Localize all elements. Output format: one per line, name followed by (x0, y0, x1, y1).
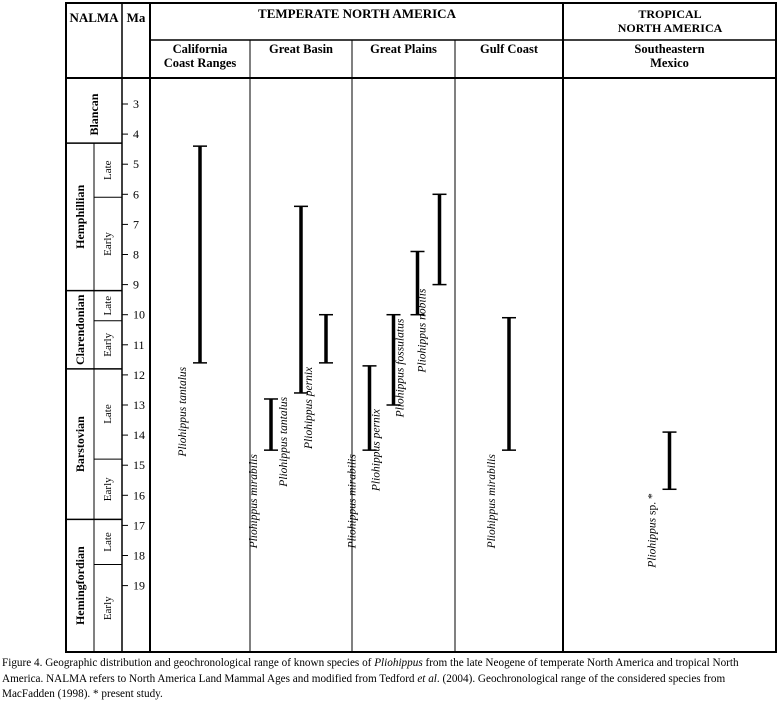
tick-label-3: 3 (133, 97, 139, 111)
nalma-hemphillian: Hemphillian (73, 184, 87, 249)
nalma-sub-late: Late (102, 160, 114, 180)
caption-mid1: from the late Neogene of temperate North America and tropical North America. NALMA refers to North America Land Mammal Ages and modified from Tedford (2, 657, 739, 685)
nalma-sub-early: Early (102, 477, 114, 502)
table-header (69, 6, 722, 35)
tick-label-6: 6 (133, 187, 139, 202)
tick-label-11: 11 (133, 337, 145, 352)
range-label: Pliohippus mirabilis (248, 454, 260, 549)
range-label: Pliohippus sp. * (646, 493, 659, 568)
tick-label-5: 5 (133, 157, 139, 172)
nalma-clarendonian: Clarendonian (73, 294, 87, 365)
range-tantalus-0 (177, 146, 207, 458)
caption-mid2: . (2004). Geochronological range of the considered species from MacFadden (1998). * present study. (2, 672, 726, 700)
range-label: Pliohippus fossulatus (394, 318, 407, 418)
nalma-sub-late: Late (102, 295, 114, 316)
figure-caption (2, 656, 777, 703)
nalma-sub-late: Late (102, 404, 114, 424)
region-header-0-line1: Coast Ranges (163, 56, 237, 70)
tick-label-8: 8 (133, 247, 139, 262)
tick-label-13: 13 (133, 398, 145, 412)
nalma-column (66, 93, 122, 652)
tropical-header-line1: TROPICAL (638, 7, 702, 21)
range-nobilis-2 (417, 194, 447, 373)
region-header-2-line0: Great Plains (370, 42, 437, 56)
tropical-header-line2: NORTH AMERICA (617, 21, 723, 35)
caption-prefix: Figure 4. Geographic distribution and geochronological range of known species of (2, 657, 375, 669)
tick-label-18: 18 (133, 548, 145, 563)
range-label: Pliohippus mirabilis (486, 454, 498, 549)
nalma-hemingfordian: Hemingfordian (73, 546, 87, 626)
region-header-0-line0: California (172, 42, 228, 56)
range-label: Pliohippus tantalus (177, 366, 189, 457)
region-header-4-line1: Mexico (650, 56, 689, 70)
range-label: Pliohippus mirabilis (346, 454, 359, 549)
range-mirabilis-3 (486, 318, 516, 550)
tick-label-4: 4 (133, 127, 139, 142)
tick-label-12: 12 (133, 367, 145, 382)
range-label: Pliohippus pernix (303, 366, 315, 449)
ma-header: Ma (126, 10, 146, 25)
nalma-sub-early: Early (102, 232, 114, 256)
nalma-barstovian: Barstovian (73, 416, 87, 473)
range-bars (177, 146, 677, 569)
ma-axis (122, 97, 145, 593)
region-header-3-line0: Gulf Coast (480, 42, 538, 56)
nalma-sub-early: Early (102, 596, 114, 621)
nalma-sub-late: Late (102, 532, 114, 552)
range-label: Pliohippus pernix (370, 409, 383, 492)
range-mirabilis-1 (248, 399, 278, 549)
tick-label-14: 14 (133, 428, 145, 443)
tick-label-15: 15 (133, 458, 145, 473)
tick-label-7: 7 (133, 217, 139, 232)
tick-label-9: 9 (133, 277, 139, 292)
range-sp-4 (647, 432, 677, 569)
range-label: Pliohippus tantalus (278, 396, 290, 487)
region-header-1-line0: Great Basin (268, 42, 334, 56)
nalma-sub-early: Early (102, 332, 114, 357)
range-label: Pliohippus nobilis (416, 288, 429, 373)
region-headers (164, 42, 705, 70)
caption-genus: Pliohippus (374, 657, 423, 669)
tick-label-19: 19 (133, 578, 145, 593)
nalma-header: NALMA (69, 10, 119, 25)
temperate-header: TEMPERATE NORTH AMERICA (258, 6, 456, 21)
tick-label-16: 16 (133, 488, 145, 503)
caption-etal: et al (417, 672, 437, 685)
tick-label-10: 10 (133, 307, 145, 322)
nalma-blancan: Blancan (87, 93, 101, 136)
range-pernix-1 (303, 315, 333, 450)
region-header-4-line0: Southeastern (634, 42, 705, 56)
tick-label-17: 17 (133, 518, 145, 533)
